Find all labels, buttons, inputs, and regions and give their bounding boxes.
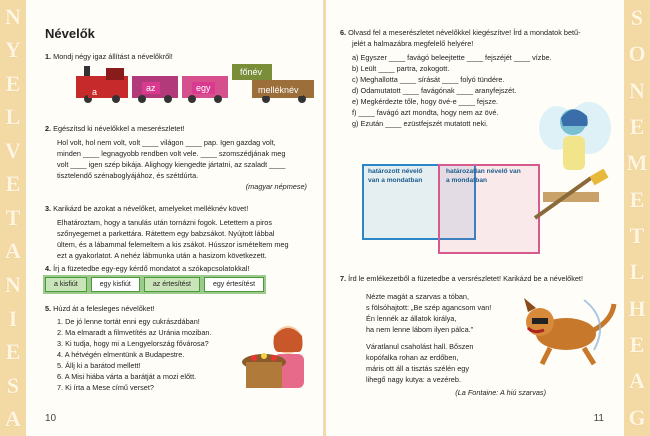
strip-letter: E	[5, 171, 21, 197]
sentence-item: a) Egyszer ____ favágó beleejtette ____ fejszéjét ____ vízbe.	[352, 52, 552, 62]
strip-letter: I	[8, 305, 18, 331]
label-mellekney: melléknév	[254, 84, 303, 96]
strip-letter: L	[629, 259, 645, 285]
venn-label-definite: határozott névelő van a mondatban	[368, 168, 423, 184]
label-az: az	[142, 82, 160, 94]
poem-line: ha nem lenne lábom ilyen pálca."	[366, 324, 474, 334]
task-number: 5.	[45, 304, 52, 313]
task-number: 1.	[45, 52, 52, 61]
sentence-item: d) Odamutatott ____ favágónak ____ aranyfejszét.	[352, 85, 517, 95]
strip-letter: E	[5, 339, 21, 365]
poem-line: Nézte magát a szarvas a tóban,	[366, 292, 470, 301]
label-fonev: főnév	[236, 66, 266, 78]
label-egy: egy	[192, 82, 215, 94]
strip-letter: M	[626, 150, 648, 176]
text-line: minden ____ legnagyobb rendben volt vele. ____ szomszédjának meg	[57, 148, 286, 158]
right-page	[326, 0, 624, 436]
poem-line: lihegő nagy kutya: a vezéreb.	[366, 374, 461, 384]
text-line: tisztelendő szénaboglyájához, és szétdúrta.	[57, 170, 199, 180]
venn-label-indefinite: határozatlan névelő van a mondatban	[446, 168, 521, 184]
list-item: 4. A hétvégén elmentünk a Budapestre.	[57, 349, 185, 359]
task-2	[45, 124, 307, 193]
label-a: a	[88, 86, 101, 98]
text-line: Elhatároztam, hogy a tanulás után tornázni fogok. Letettem a piros	[57, 217, 272, 227]
source-note: (La Fontaine: A hiú szarvas)	[455, 387, 546, 397]
poem-line: Váratlanul csaholást hall. Bőszen	[366, 341, 474, 351]
word-card: egy kisfiút	[91, 277, 140, 292]
strip-letter: E	[5, 70, 21, 96]
task-number: 2.	[45, 124, 52, 133]
task-3	[45, 204, 307, 262]
strip-letter: S	[6, 372, 20, 398]
left-page	[26, 0, 324, 436]
poem-line: s fölsóhajtott: „Be szép agancsom van!	[366, 302, 492, 312]
word-cards	[45, 277, 264, 292]
list-item: 7. Ki írta a Mese című verset?	[57, 382, 154, 392]
poem-line: Én lennék az állatok királya,	[366, 313, 457, 323]
sentence-item: c) Meghallotta ____ sírását ____ folyó tündére.	[352, 74, 505, 84]
strip-letter: A	[629, 368, 645, 394]
word-card: az értesítést	[144, 277, 200, 292]
task-number: 4.	[45, 264, 52, 273]
strip-letter: E	[629, 332, 645, 358]
strip-letter: V	[5, 137, 21, 163]
task-7	[340, 274, 612, 285]
task-instruction: Írd le emlékezetből a füzetedbe a versrészletet! Karikázd be a névelőket!	[348, 274, 583, 283]
strip-letter: N	[5, 272, 21, 298]
word-card: a kisfiút	[45, 277, 87, 292]
venn-diagram	[342, 164, 542, 254]
sentence-item: b) Leült ____ partra, zokogott.	[352, 63, 450, 73]
sentence-item: f) ____ favágó azt mondta, hogy nem az övé.	[352, 107, 499, 117]
strip-letter: N	[5, 3, 21, 29]
right-letter-strip	[624, 0, 650, 436]
locomotive-chimney	[84, 66, 90, 76]
page-number: 10	[45, 413, 57, 424]
girl-with-cake-illustration	[238, 322, 318, 400]
locomotive-cab	[106, 68, 124, 80]
strip-letter: O	[628, 41, 646, 67]
sentence-item: g) Ezután ____ ezüstfejszét mutatott neki.	[352, 118, 488, 128]
strip-letter: T	[5, 204, 21, 230]
strip-letter: A	[5, 238, 21, 264]
page-number: 11	[593, 413, 604, 424]
task-number: 6.	[340, 28, 347, 37]
list-item: 3. Ki tudja, hogy mi a Lengyelország fővárosa?	[57, 338, 209, 348]
task-4	[45, 264, 307, 275]
list-item: 5. Állj ki a barátod mellett!	[57, 360, 141, 370]
task-instruction: Mondj négy igaz állítást a névelőkről!	[53, 52, 173, 61]
strip-letter: Y	[5, 37, 21, 63]
poem-line: kopófalka rohan az erdőben,	[366, 352, 459, 362]
left-letter-strip	[0, 0, 26, 436]
text-line: ültem, és a lábammal felemeltem a kis zsákot. Hússzor ismételtem meg	[57, 239, 289, 249]
strip-letter: E	[629, 114, 645, 140]
text-line: ezt a gyakorlatot. A nehéz lábmunka után a hasizom következett.	[57, 250, 267, 260]
list-item: 6. A Misi hiába várta a barátját a mozi előtt.	[57, 371, 197, 381]
strip-letter: G	[628, 404, 646, 430]
task-number: 7.	[340, 274, 347, 283]
strip-letter: N	[629, 77, 645, 103]
task-instruction: Írj a füzetedbe egy-egy kérdő mondatot a szókapcsolatokkal!	[53, 264, 250, 273]
source-note: (magyar népmese)	[245, 181, 307, 191]
task-1	[45, 52, 173, 63]
list-item: 2. Ma elmaradt a filmvetítés az Uránia moziban.	[57, 327, 212, 337]
task-instruction-cont: jelét a halmazábra megfelelő helyére!	[352, 38, 474, 48]
task-instruction: Egészítsd ki névelőkkel a meserészletet!	[53, 124, 185, 133]
sentence-item: e) Megkérdezte tőle, hogy övé-e ____ fejsze.	[352, 96, 499, 106]
strip-letter: E	[629, 186, 645, 212]
strip-letter: H	[628, 295, 646, 321]
task-5	[45, 304, 245, 394]
strip-letter: T	[629, 223, 645, 249]
strip-letter: A	[5, 406, 21, 432]
strip-letter: S	[630, 5, 644, 31]
task-instruction: Húzd át a felesleges névelőket!	[53, 304, 155, 313]
text-line: volt ____ igen szép bikája. Alighogy kiengedte jártatni, az szaladt ____	[57, 159, 286, 169]
strip-letter: L	[5, 104, 21, 130]
text-line: szőnyegemet a parkettára. Rátettem egy babzsákot. Nyújtott lábbal	[57, 228, 275, 238]
poem-line: máris ott áll a tisztás szélén egy	[366, 363, 470, 373]
fairy-illustration	[531, 98, 619, 228]
dog-illustration	[514, 290, 618, 370]
task-instruction: Karikázd be azokat a névelőket, amelyeket melléknév követ!	[53, 204, 249, 213]
text-line: Hol volt, hol nem volt, volt ____ világon ____ pap. Igen gazdag volt,	[57, 137, 276, 147]
task-instruction: Olvasd fel a meserészletet névelőkkel kiegészítve! Írd a mondatok betű-	[348, 28, 581, 37]
word-card: egy értesítést	[204, 277, 264, 292]
list-item: 1. De jó lenne tortát enni egy cukrászdában!	[57, 316, 200, 326]
page-title: Névelők	[45, 26, 95, 41]
task-number: 3.	[45, 204, 52, 213]
